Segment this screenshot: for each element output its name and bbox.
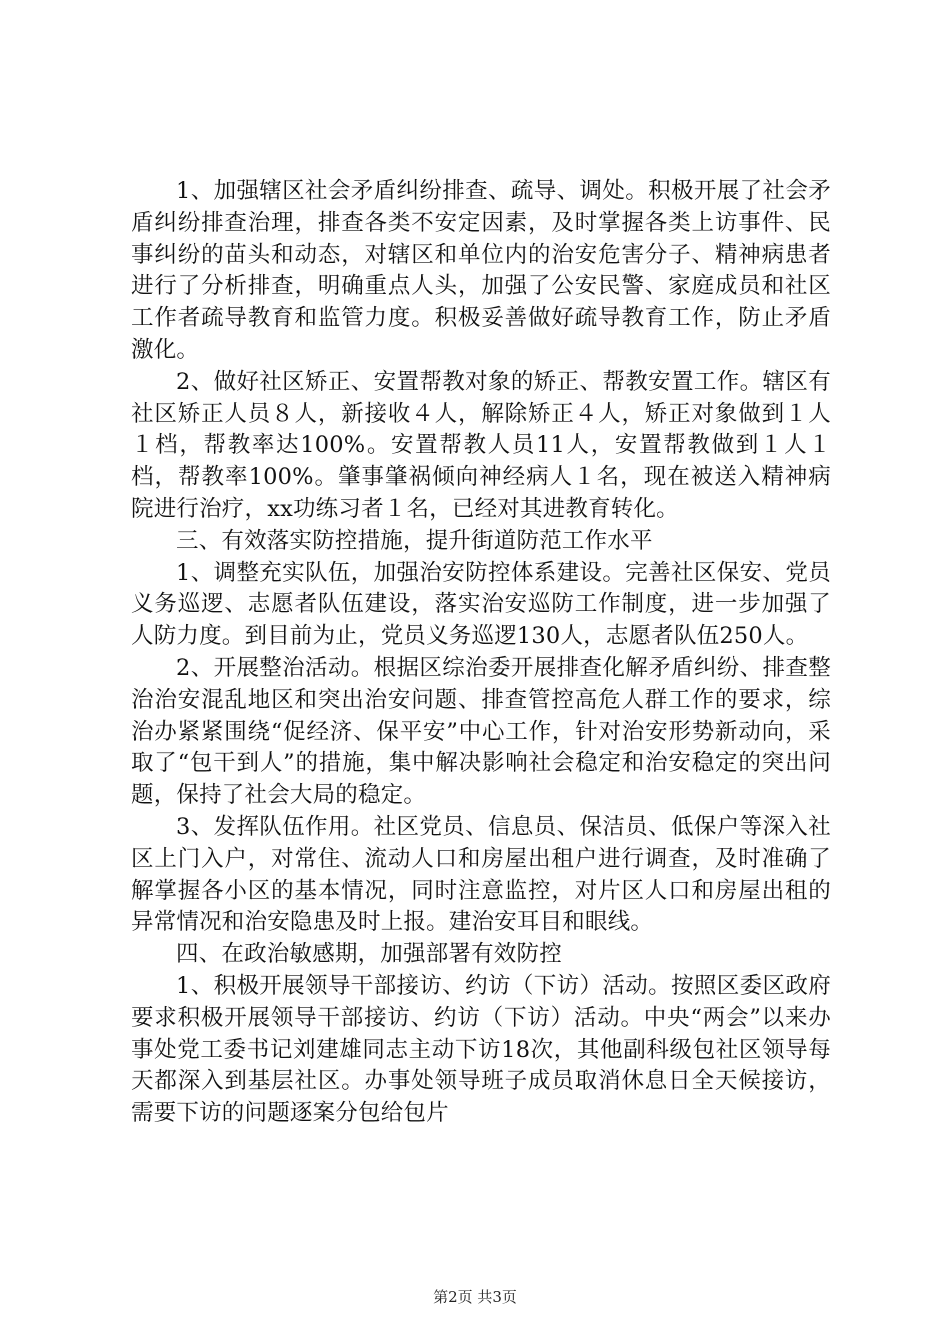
paragraph-3-2: 2、开展整治活动。根据区综治委开展排查化解矛盾纠纷、排查整治治安混乱地区和突出治安问题、排查管控高危人群工作的要求，综治办紧紧围绕“促经济、保平安”中心工作，针对治安形势新动向，采取了“包干到人”的措施，集中解决影响社会稳定和治安稳定的突出问题，保持了社会大局的稳定。 xyxy=(131,654,831,809)
section-heading-4: 四、在政治敏感期，加强部署有效防控 xyxy=(176,941,562,968)
section-heading-3: 三、有效落实防控措施，提升街道防范工作水平 xyxy=(176,527,653,554)
paragraph-3-1: 1、调整充实队伍，加强治安防控体系建设。完善社区保安、党员义务巡逻、志愿者队伍建设，落实治安巡防工作制度，进一步加强了人防力度。到目前为止，党员义务巡逻130人，志愿者队伍250人。 xyxy=(131,559,831,650)
paragraph-3-3: 3、发挥队伍作用。社区党员、信息员、保洁员、低保户等深入社区上门入户，对常住、流动人口和房屋出租户进行调查，及时准确了解掌握各小区的基本情况，同时注意监控，对片区人口和房屋出租的异常情况和治安隐患及时上报。建治安耳目和眼线。 xyxy=(131,813,831,936)
page-footer: 第2页 共3页 xyxy=(433,1288,517,1306)
paragraph-1: 1、加强辖区社会矛盾纠纷排查、疏导、调处。积极开展了社会矛盾纠纷排查治理，排查各类不安定因素，及时掌握各类上访事件、民事纠纷的苗头和动态，对辖区和单位内的治安危害分子、精神病患者进行了分析排查，明确重点人头，加强了公安民警、家庭成员和社区工作者疏导教育和监管力度。积极妥善做好疏导教育工作，防止矛盾激化。 xyxy=(131,178,831,363)
paragraph-2: 2、做好社区矫正、安置帮教对象的矫正、帮教安置工作。辖区有社区矫正人员８人，新接收４人，解除矫正４人，矫正对象做到１人１档，帮教率达100%。安置帮教人员11人，安置帮教做到１人１档，帮教率100%。肇事肇祸倾向神经病人１名，现在被送入精神病院进行治疗，xx功练习者１名，已经对其进教育转化。 xyxy=(131,368,831,522)
paragraph-4-1: 1、积极开展领导干部接访、约访（下访）活动。按照区委区政府要求积极开展领导干部接访、约访（下访）活动。中央“两会”以来办事处党工委书记刘建雄同志主动下访18次，其他副科级包社区领导每天都深入到基层社区。办事处领导班子成员取消休息日全天候接访，需要下访的问题逐案分包给包片 xyxy=(131,972,831,1127)
document-body xyxy=(131,176,831,1130)
